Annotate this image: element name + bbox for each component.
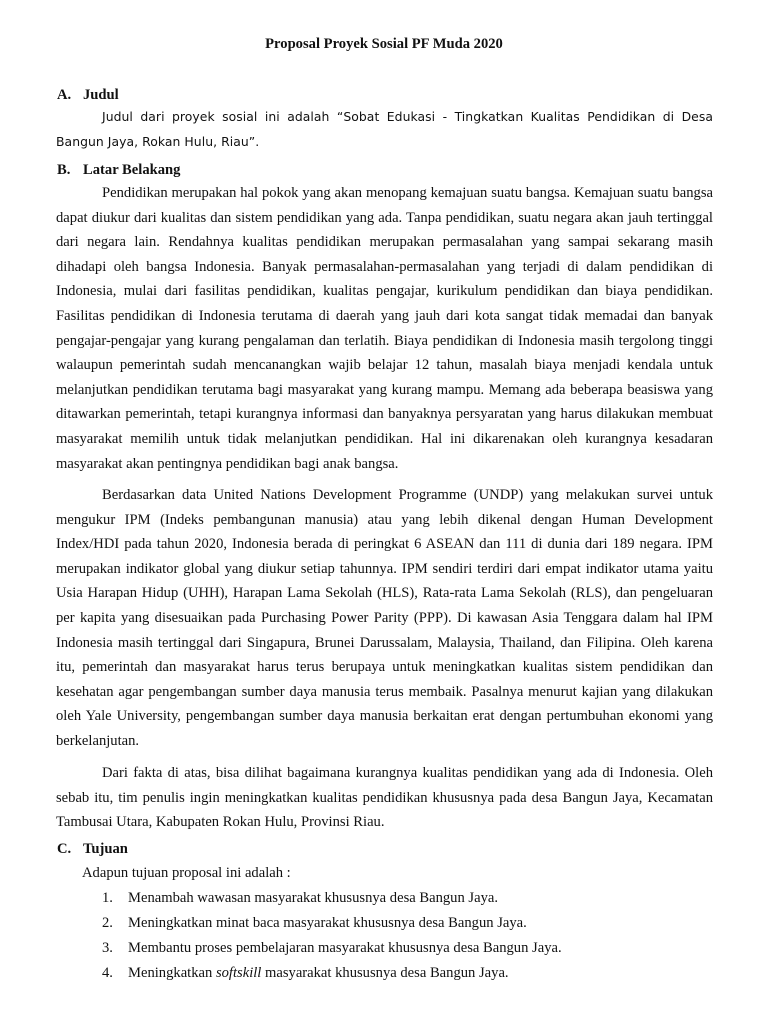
section-title: Tujuan <box>83 841 128 857</box>
list-text: Menambah wawasan masyarakat khususnya desa Bangun Jaya. <box>128 890 499 906</box>
section-heading-judul <box>57 85 119 105</box>
list-text: Meningkatkan minat baca masyarakat khususnya desa Bangun Jaya. <box>128 915 527 931</box>
section-letter: B. <box>57 162 71 178</box>
tujuan-intro: Adapun tujuan proposal ini adalah : <box>82 865 291 881</box>
list-number: 3. <box>102 940 113 956</box>
latar-belakang-paragraph-3: Dari fakta di atas, bisa dilihat bagaimana kurangnya kualitas pendidikan yang ada di Indonesia. Oleh sebab itu, tim penulis ingin meningkatkan kualitas pendidikan khususnya pada desa Bangun Jaya, Kecamatan Tambusai Utara, Kabupaten Rokan Hulu, Provinsi Riau. <box>56 765 713 831</box>
section-letter: C. <box>57 841 72 857</box>
list-text: Membantu proses pembelajaran masyarakat khususnya desa Bangun Jaya. <box>128 940 562 956</box>
section-title: Judul <box>83 87 119 103</box>
list-text-after: masyarakat khususnya desa Bangun Jaya. <box>261 965 509 981</box>
list-item <box>102 938 562 958</box>
judul-paragraph: Judul dari proyek sosial ini adalah “Sobat Edukasi - Tingkatkan Kualitas Pendidikan di Desa Bangun Jaya, Rokan Hulu, Riau”. <box>56 109 713 149</box>
list-item <box>102 963 509 983</box>
list-item <box>102 913 527 933</box>
section-letter: A. <box>57 87 72 103</box>
latar-belakang-paragraph-2: Berdasarkan data United Nations Development Programme (UNDP) yang melakukan survei untuk mengukur IPM (Indeks pembangunan manusia) atau yang lebih dikenal dengan Human Development Index/HDI pada tahun 2020, Indonesia berada di peringkat 6 ASEAN dan 111 di dunia dari 189 negara. IPM merupakan indikator global yang diukur setiap tahunnya. IPM sendiri terdiri dari empat indikator utama yaitu Usia Harapan Hidup (UHH), Harapan Lama Sekolah (HLS), Rata-rata Lama Sekolah (RLS), dan pengeluaran per kapita yang disesuaikan pada Purchasing Power Parity (PPP). Di kawasan Asia Tenggara dalam hal IPM Indonesia masih tertinggal dari Singapura, Brunei Darussalam, Malaysia, Thailand, dan Filipina. Oleh karena itu, pemerintah dan masyarakat harus terus berupaya untuk meningkatkan kualitas sistem pendidikan dan kesehatan agar pengembangan sumber daya manusia terus membaik. Pasalnya menurut kajian yang dilakukan oleh Yale University, pengembangan sumber daya manusia berkaitan erat dengan pertumbuhan ekonomi yang berkelanjutan. <box>56 487 713 749</box>
list-text-before: Meningkatkan <box>128 965 216 981</box>
list-text-italic: softskill <box>215 965 262 981</box>
list-number: 2. <box>102 915 113 931</box>
section-title: Latar Belakang <box>83 162 181 178</box>
list-number: 1. <box>102 890 113 906</box>
section-heading-tujuan <box>57 839 128 859</box>
section-heading-latar-belakang <box>57 160 180 180</box>
list-item <box>102 888 498 908</box>
list-number: 4. <box>102 965 113 981</box>
document-title: Proposal Proyek Sosial PF Muda 2020 <box>265 36 503 52</box>
latar-belakang-paragraph-1: Pendidikan merupakan hal pokok yang akan menopang kemajuan suatu bangsa. Kemajuan suatu bangsa dapat diukur dari kualitas dan sistem pendidikan yang ada. Tanpa pendidikan, suatu negara akan jauh tertinggal dari negara lain. Rendahnya kualitas pendidikan merupakan permasalahan yang sampai sekarang masih dihadapi oleh bangsa Indonesia. Banyak permasalahan-permasalahan yang terjadi di dalam pendidikan di Indonesia, mulai dari fasilitas pendidikan, kualitas pengajar, kurikulum pendidikan dan biaya pendidikan. Fasilitas pendidikan di Indonesia terutama di daerah yang jauh dari kota sangat tidak memadai dan banyak pengajar-pengajar yang kurang pengalaman dan terlatih. Biaya pendidikan di Indonesia masih tergolong tinggi walaupun pemerintah sudah mencanangkan wajib belajar 12 tahun, masalah biaya menjadi kendala untuk melanjutkan pendidikan terutama bagi masyarakat yang kurang mampu. Memang ada beberapa beasiswa yang ditawarkan pemerintah, tetapi kurangnya informasi dan banyaknya persyaratan yang harus dilakukan membuat masyarakat memilih untuk tidak melanjutkan pendidikan. Hal ini dikarenakan oleh kurangnya kesadaran masyarakat akan pentingnya pendidikan bagi anak bangsa. <box>56 185 713 472</box>
